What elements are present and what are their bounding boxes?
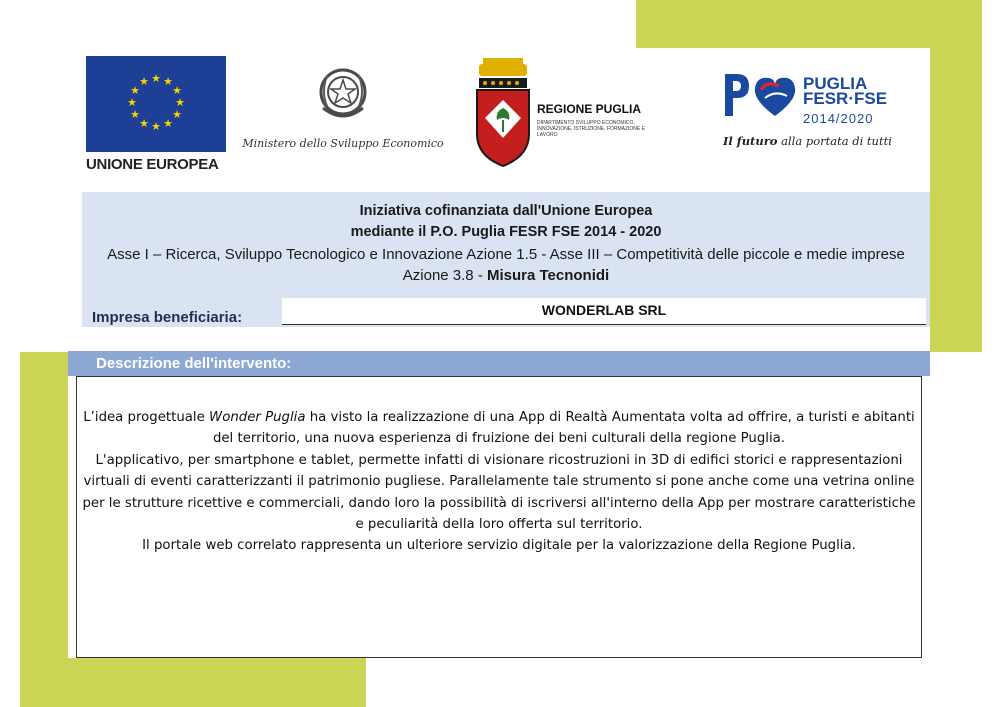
fesr-title-line1: PUGLIA xyxy=(803,74,868,93)
beneficiary-label: Impresa beneficiaria: xyxy=(92,309,243,326)
funding-info-box xyxy=(82,192,930,327)
beneficiary-value: WONDERLAB SRL xyxy=(282,298,926,325)
svg-text:★: ★ xyxy=(130,85,140,97)
svg-text:★: ★ xyxy=(139,76,149,88)
description-p1-pre: L’idea progettuale xyxy=(83,410,205,425)
eu-logo xyxy=(86,56,228,173)
svg-text:★: ★ xyxy=(172,109,182,121)
funding-line-1: Iniziativa cofinanziata dall'Unione Europea xyxy=(359,203,653,219)
description-paragraph-3: Il portale web correlato rappresenta un ulteriore servizio digitale per la valorizzazione della Regione Puglia. xyxy=(142,538,856,554)
regione-puglia-logo xyxy=(473,56,693,172)
fesr-years: 2014/2020 xyxy=(803,111,874,126)
por-logo-icon xyxy=(723,70,801,120)
notice-card xyxy=(68,48,930,658)
region-crest-icon xyxy=(473,56,533,172)
mise-logo xyxy=(238,62,448,150)
svg-text:★: ★ xyxy=(139,118,149,130)
description-paragraph-2: L'applicativo, per smartphone e tablet, permette infatti di visionare ricostruzioni in 3D di edifici storici e rappresentazioni virtuali di eventi caratterizzanti il patrimonio pugliese. Parallelamente tale strumento si pone anche come una vetrina online per le strutture ricettive e commerciali, dando loro la possibilità di iscriversi all'interno della App per mostrare caratteristiche e peculiarità della loro offerta sul territorio. xyxy=(82,452,916,533)
description-header: Descrizione dell'intervento: xyxy=(68,351,930,376)
region-name: REGIONE PUGLIA xyxy=(537,102,642,116)
fesr-tagline xyxy=(723,134,913,148)
fesr-tagline-bold: Il futuro xyxy=(723,134,778,148)
svg-text:★: ★ xyxy=(130,109,140,121)
eu-label: UNIONE EUROPEA xyxy=(86,156,219,173)
project-name: Wonder Puglia xyxy=(209,410,306,425)
svg-text:★: ★ xyxy=(163,76,173,88)
svg-text:★: ★ xyxy=(175,97,185,109)
funding-line-3-text: Asse I – Ricerca, Sviluppo Tecnologico e Innovazione Azione 1.5 - Asse III – Competitività delle piccole e medie imprese Azione 3.8 - xyxy=(107,246,905,284)
italian-emblem-icon xyxy=(313,62,373,126)
fesr-title-line2: FESR·FSE xyxy=(803,89,888,108)
fesr-tagline-rest: alla portata di tutti xyxy=(781,134,892,148)
svg-text:★: ★ xyxy=(163,118,173,130)
fesr-title xyxy=(803,76,887,106)
region-department: DIPARTIMENTO SVILUPPO ECONOMICO, INNOVAZIONE, ISTRUZIONE, FORMAZIONE E LAVORO xyxy=(537,120,645,138)
funding-line-3 xyxy=(90,244,922,286)
svg-text:★: ★ xyxy=(172,85,182,97)
por-puglia-fesr-logo xyxy=(723,70,913,160)
description-box xyxy=(76,376,922,658)
funding-line-2: mediante il P.O. Puglia FESR FSE 2014 - 2020 xyxy=(350,224,662,240)
mise-caption: Ministero dello Sviluppo Economico xyxy=(242,137,444,150)
svg-text:★: ★ xyxy=(151,121,161,133)
svg-text:★: ★ xyxy=(127,97,137,109)
svg-text:★: ★ xyxy=(151,73,161,85)
eu-flag-icon xyxy=(86,56,226,152)
description-p1-post: ha visto la realizzazione di una App di Realtà Aumentata volta ad offrire, a turisti e abitanti del territorio, una nuova esperienza di fruizione dei beni culturali della regione Puglia. xyxy=(212,410,915,447)
measure-name: Misura Tecnonidi xyxy=(486,267,610,284)
description-paragraph-1 xyxy=(81,407,917,450)
